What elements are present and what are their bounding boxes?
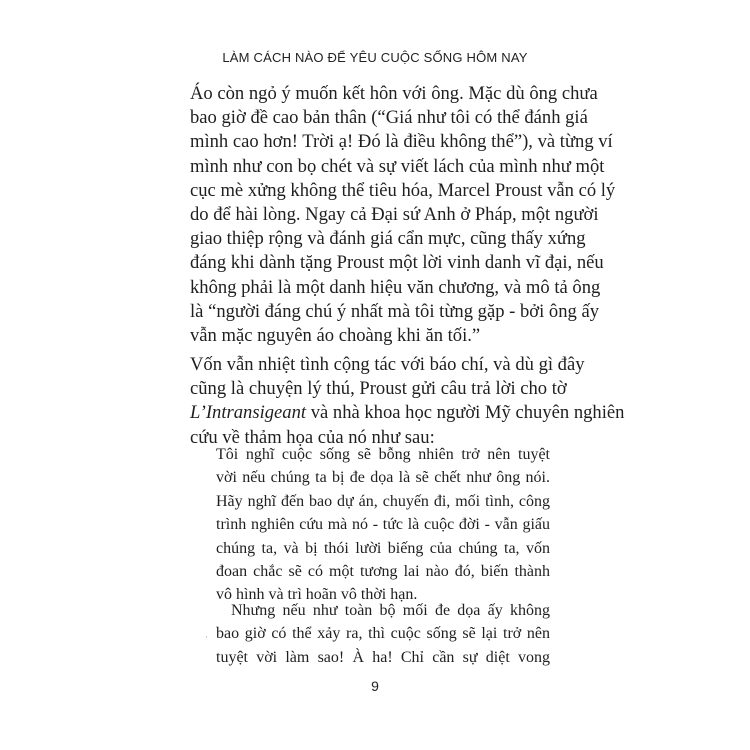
quote-line: vời nếu chúng ta bị đe dọa là sẽ chết như ông nói.	[216, 469, 550, 487]
quote-line: bao giờ có thể xảy ra, thì cuộc sống sẽ lại trở nên	[216, 625, 550, 643]
quote-line: Tôi nghĩ cuộc sống sẽ bỗng nhiên trở nên tuyệt	[216, 446, 550, 463]
text-line: cứu về thảm họa của nó như sau:	[190, 426, 435, 448]
text-line: giao thiệp rộng và đánh giá cẩn mực, cũng thấy xứng	[190, 228, 586, 250]
margin-mark: ·	[205, 632, 208, 642]
quote-line: đoan chắc sẽ có một tương lai nào đó, biến thành	[216, 563, 550, 581]
running-header: LÀM CÁCH NÀO ĐỂ YÊU CUỘC SỐNG HÔM NAY	[222, 50, 528, 65]
text-line	[190, 401, 625, 425]
text-line: cục mè xửng không thể tiêu hóa, Marcel Proust vẫn có lý	[190, 179, 616, 201]
text-line: Áo còn ngỏ ý muốn kết hôn với ông. Mặc dù ông chưa	[190, 83, 598, 104]
text-line: đáng khi dành tặng Proust một lời vinh danh vĩ đại, nếu	[190, 252, 604, 274]
text-line: cũng là chuyện lý thú, Proust gửi câu trả lời cho tờ	[190, 378, 567, 400]
text-line: mình cao hơn! Trời ạ! Đó là điều không thể”), và từng ví	[190, 131, 613, 153]
text-line: là “người đáng chú ý nhất mà tôi từng gặp - bởi ông ấy	[190, 300, 600, 322]
text-line: mình như con bọ chét và sự viết lách của mình như một	[190, 155, 605, 177]
text-line: Vốn vẫn nhiệt tình cộng tác với báo chí, và dù gì đây	[190, 354, 585, 375]
quote-line: Nhưng nếu như toàn bộ mối đe dọa ấy không	[231, 602, 550, 619]
paragraph-1	[190, 82, 616, 348]
block-quote-1	[216, 443, 550, 607]
newspaper-title: L’Intransigeant	[190, 402, 307, 424]
text-line: bao giờ đề cao bản thân (“Giá như tôi có thể đánh giá	[190, 107, 588, 129]
text-fragment: và nhà khoa học người Mỹ chuyên nghiên	[306, 402, 625, 424]
text-line: do để hài lòng. Ngay cả Đại sứ Anh ở Pháp, một người	[190, 204, 599, 226]
quote-line: trình nghiên cứu mà nó - tức là cuộc đời - vẫn giấu	[216, 516, 550, 534]
quote-line: tuyệt vời làm sao! À ha! Chỉ cần sự diệt vong	[216, 648, 550, 666]
block-quote-2	[216, 599, 550, 669]
text-line: không phải là một danh hiệu văn chương, và mô tả ông	[190, 276, 601, 298]
paragraph-2	[190, 353, 625, 450]
page-number: 9	[371, 678, 379, 694]
quote-line: Hãy nghĩ đến bao dự án, chuyến đi, mối tình, công	[216, 492, 550, 510]
quote-line: chúng ta, và bị thói lười biếng của chúng ta, vốn	[216, 539, 550, 557]
text-line: vẫn mặc nguyên áo choàng khi ăn tối.”	[190, 325, 481, 347]
quote-line: vô hình và trì hoãn vô thời hạn.	[216, 586, 418, 604]
